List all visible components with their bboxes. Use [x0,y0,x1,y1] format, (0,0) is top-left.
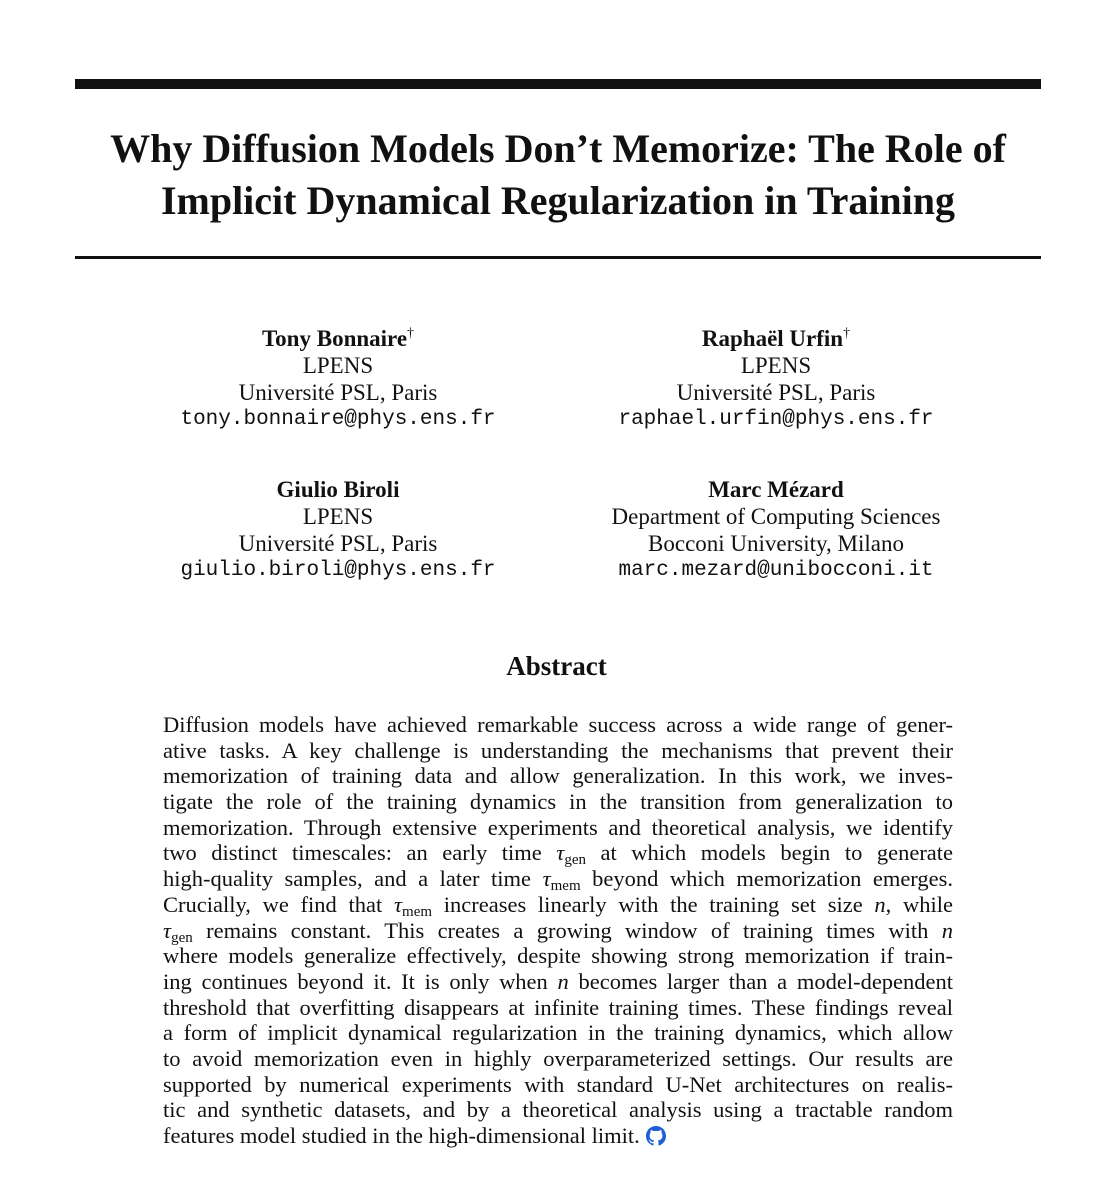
title-line-2: Implicit Dynamical Regularization in Training [160,178,956,223]
abstract-line: ative tasks. A key challenge is understanding the mechanisms that prevent their [163,737,953,763]
author-name: Marc Mézard [708,477,844,502]
author-name: Raphaël Urfin† [701,326,851,351]
author-institution: Université PSL, Paris [238,380,438,405]
abstract-line: Diffusion models have achieved remarkable success across a wide range of gener- [163,712,953,737]
abstract-line: to avoid memorization even in highly overparameterized settings. Our results are [163,1045,953,1071]
title-line-1: Why Diffusion Models Don’t Memorize: The Role of [110,126,1006,171]
abstract-line: supported by numerical experiments with standard U-Net architectures on realis- [163,1071,953,1097]
github-icon[interactable] [646,1126,666,1146]
equal-contribution-mark: † [843,326,851,341]
n-symbol: n [557,968,569,994]
tau-gen-symbol: $\tau_{gen}$ [556,840,587,869]
abstract-heading: Abstract [506,651,607,681]
abstract-line: high-quality samples, and a later time $\tau_{mem}$ beyond which memorization emerges. [163,866,954,895]
n-symbol: n [874,891,886,917]
abstract-line: memorization of training data and allow generalization. In this work, we inves- [163,763,953,789]
tau-gen-symbol: $\tau_{gen}$ [163,917,193,946]
abstract-line: two distinct timescales: an early time $\tau_{gen}$ at which models begin to generate [163,840,954,869]
abstract-line: features model studied in the high-dimensional limit. [163,1123,953,1149]
author-department: Department of Computing Sciences [611,504,941,529]
abstract-line: memorization. Through extensive experiments and theoretical analysis, we identify [163,814,953,840]
abstract-line: where models generalize effectively, despite showing strong memorization if train- [163,943,953,969]
tau-mem-symbol: $\tau_{mem}$ [542,866,581,895]
abstract-line: threshold that overfitting disappears at infinite training times. These findings reveal [163,994,953,1020]
author-block-mezard [546,476,1006,584]
paper-title [60,123,1056,227]
author-block-urfin [546,325,1006,433]
author-name: Giulio Biroli [276,477,400,502]
abstract-line: ing continues beyond it. It is only when n becomes larger than a model-dependent [163,968,954,994]
author-email[interactable]: raphael.urfin@phys.ens.fr [618,408,934,431]
abstract-line: tic and synthetic datasets, and by a theoretical analysis using a tractable random [163,1097,953,1123]
author-lab: LPENS [302,353,374,378]
author-institution: Université PSL, Paris [676,380,876,405]
author-name: Tony Bonnaire† [261,326,415,351]
author-lab: LPENS [302,504,374,529]
author-email[interactable]: giulio.biroli@phys.ens.fr [180,559,496,582]
abstract-line: tigate the role of the training dynamics in the transition from generalization to [163,789,953,815]
title-top-rule [75,79,1041,89]
equal-contribution-mark: † [407,326,415,341]
abstract-line: a form of implicit dynamical regularization in the training dynamics, which allow [163,1020,953,1046]
author-email[interactable]: marc.mezard@unibocconi.it [618,559,934,582]
title-bottom-rule [75,256,1041,259]
abstract-line: $\tau_{gen}$ remains constant. This creates a growing window of training times with n [163,917,954,946]
author-block-biroli [108,476,568,584]
abstract-line: Crucially, we find that $\tau_{mem}$ increases linearly with the training set size n, while [163,891,954,920]
n-symbol: n [941,917,954,943]
author-lab: LPENS [740,353,812,378]
author-institution: Université PSL, Paris [238,531,438,556]
author-email[interactable]: tony.bonnaire@phys.ens.fr [180,408,496,431]
tau-mem-symbol: $\tau_{mem}$ [393,891,433,920]
abstract-body [163,712,953,1149]
author-block-bonnaire [108,325,568,433]
author-institution: Bocconi University, Milano [648,531,904,556]
